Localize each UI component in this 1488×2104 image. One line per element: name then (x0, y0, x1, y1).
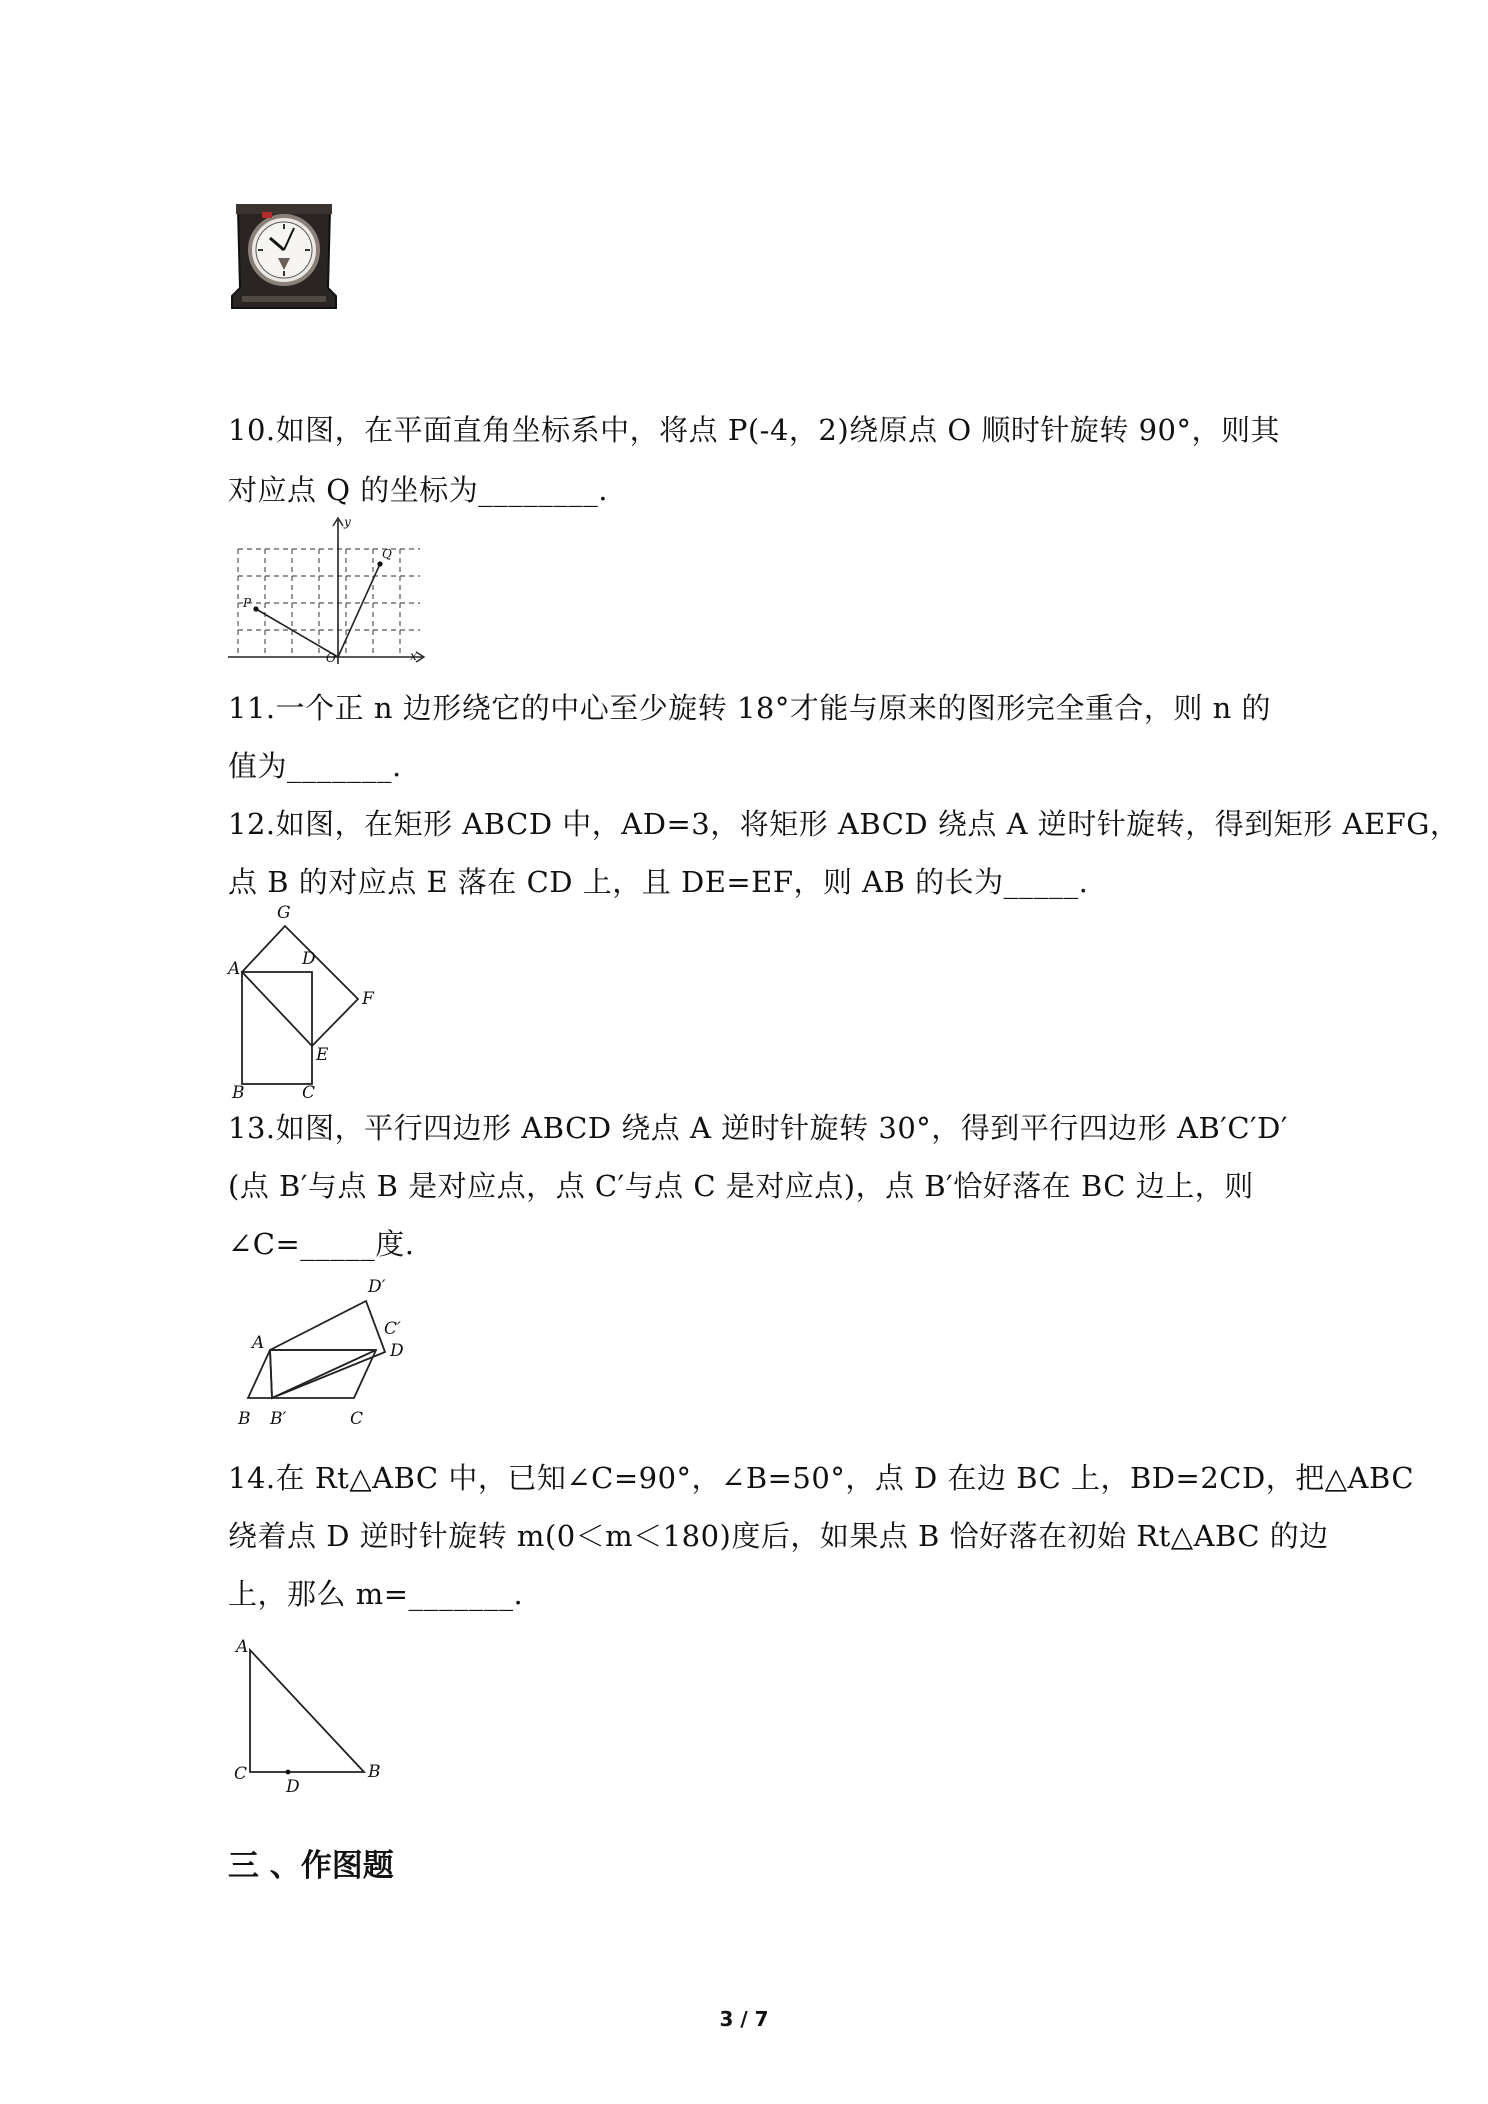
q12-rectangle-figure (226, 900, 386, 1100)
q14-line-1: 14.在 Rt△ABC 中，已知∠C=90°，∠B=50°，点 D 在边 BC 上，BD=2CD，把△ABC (228, 1461, 1415, 1495)
q14-label-a: A (236, 1637, 249, 1657)
q14-triangle-figure (228, 1636, 398, 1806)
q12-label-d: D (302, 949, 316, 969)
q13-label-d: D (390, 1341, 404, 1361)
q13-parallelogram-figure (230, 1268, 430, 1434)
q13-line-3: ∠C=_____度. (228, 1227, 415, 1261)
q12-label-b: B (232, 1083, 245, 1100)
q12-label-c: C (302, 1083, 316, 1100)
q10-label-y: y (344, 515, 351, 529)
q13-label-a: A (252, 1333, 265, 1353)
q12-label-e: E (316, 1045, 329, 1065)
q14-line-3: 上，那么 m=_______. (228, 1577, 524, 1611)
q14-label-c: C (234, 1764, 248, 1784)
q13-label-c-prime: C′ (384, 1319, 401, 1339)
q11-line-2: 值为_______. (228, 749, 402, 783)
q10-line-2: 对应点 Q 的坐标为________. (228, 473, 608, 507)
q10-label-x: x (410, 649, 417, 663)
q13-label-d-prime: D′ (368, 1277, 386, 1297)
q13-label-b: B (238, 1409, 251, 1429)
q12-line-1: 12.如图，在矩形 ABCD 中，AD=3，将矩形 ABCD 绕点 A 逆时针旋转，得到矩形 AEFG， (228, 807, 1460, 841)
q13-label-b-prime: B′ (270, 1409, 287, 1429)
q14-label-d: D (286, 1777, 300, 1797)
q12-label-f: F (362, 989, 374, 1009)
q13-label-c: C (350, 1409, 364, 1429)
q13-line-1: 13.如图，平行四边形 ABCD 绕点 A 逆时针旋转 30°，得到平行四边形 AB′C′D′ (228, 1111, 1288, 1145)
q10-coordinate-figure (220, 514, 430, 664)
q14-line-2: 绕着点 D 逆时针旋转 m(0＜m＜180)度后，如果点 B 恰好落在初始 Rt△ABC 的边 (228, 1519, 1329, 1553)
q14-label-b: B (368, 1762, 381, 1782)
q10-label-p: P (243, 596, 252, 610)
q10-label-q: Q (382, 547, 392, 561)
q13-line-2: (点 B′与点 B 是对应点，点 C′与点 C 是对应点)，点 B′恰好落在 BC 边上，则 (228, 1169, 1254, 1203)
q12-line-2: 点 B 的对应点 E 落在 CD 上，且 DE=EF，则 AB 的长为_____. (228, 865, 1089, 899)
page-number: 3 / 7 (719, 2007, 769, 2031)
q10-line-1: 10.如图，在平面直角坐标系中，将点 P(-4，2)绕原点 O 顺时针旋转 90°，则其 (228, 413, 1281, 447)
q12-label-a: A (228, 959, 241, 979)
section-3-heading: 三 、作图题 (228, 1848, 394, 1884)
clock-image (228, 200, 340, 312)
q10-label-o: O (326, 651, 336, 664)
q12-label-g: G (277, 903, 291, 923)
q11-line-1: 11.一个正 n 边形绕它的中心至少旋转 18°才能与原来的图形完全重合，则 n 的 (228, 691, 1271, 725)
